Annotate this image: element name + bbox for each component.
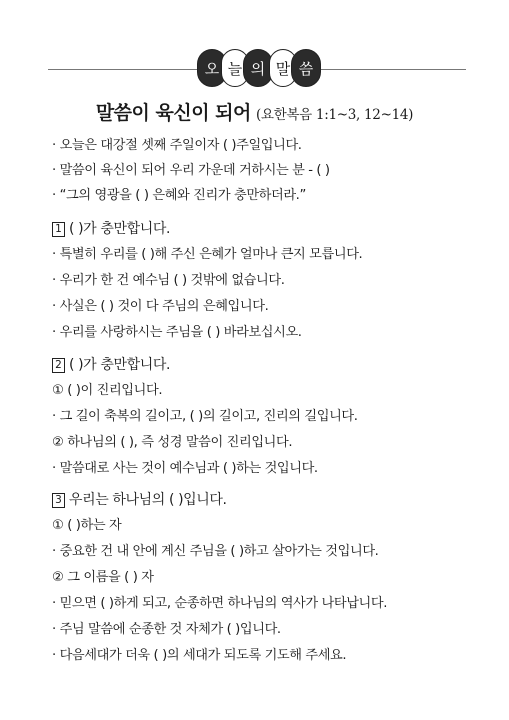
scripture-reference: (요한복음 1:1~3, 12~14) (255, 107, 414, 123)
bullet-line: · 오늘은 대강절 셋째 주일이자 ( )주일입니다. (52, 138, 302, 153)
badge-pill: 늘 (221, 49, 249, 87)
section-heading-3 (52, 491, 227, 509)
section-number-box: 2 (52, 358, 65, 373)
bullet-line: · 다음세대가 더욱 ( )의 세대가 되도록 기도해 주세요. (52, 648, 347, 663)
sub-point-line: ① ( )하는 자 (52, 518, 122, 533)
section-number-box: 3 (52, 493, 65, 508)
sub-point-line: ① ( )이 진리입니다. (52, 383, 163, 398)
section-heading-text: ( )가 충만합니다. (69, 357, 171, 373)
section-heading-2 (52, 356, 170, 374)
section-number-box: 1 (52, 222, 65, 237)
bullet-line: · 특별히 우리를 ( )해 주신 은혜가 얼마나 큰지 모릅니다. (52, 247, 363, 262)
bullet-line: · 우리가 한 건 예수님 ( ) 것밖에 없습니다. (52, 273, 285, 288)
bullet-line: · “그의 영광을 ( ) 은혜와 진리가 충만하더라.” (52, 188, 306, 203)
bullet-line: · 그 길이 축복의 길이고, ( )의 길이고, 진리의 길입니다. (52, 409, 358, 424)
badge-pill: 말 (269, 49, 297, 87)
worksheet-header (0, 0, 509, 100)
bullet-line: · 사실은 ( ) 것이 다 주님의 은혜입니다. (52, 299, 269, 314)
sub-point-line: ② 하나님의 ( ), 즉 성경 말씀이 진리입니다. (52, 435, 293, 450)
badge-pill: 오 (197, 49, 227, 87)
todays-word-badge (197, 49, 323, 89)
section-heading-text: 우리는 하나님의 ( )입니다. (69, 492, 227, 508)
bullet-line: · 믿으면 ( )하게 되고, 순종하면 하나님의 역사가 나타납니다. (52, 596, 387, 611)
bullet-line: · 말씀대로 사는 것이 예수님과 ( )하는 것입니다. (52, 461, 318, 476)
bullet-line: · 주님 말씀에 순종한 것 자체가 ( )입니다. (52, 622, 281, 637)
bullet-line: · 우리를 사랑하시는 주님을 ( ) 바라보십시오. (52, 325, 302, 340)
section-heading-1 (52, 220, 170, 238)
bullet-line: · 말씀이 육신이 되어 우리 가운데 거하시는 분 - ( ) (52, 163, 330, 178)
section-heading-text: ( )가 충만합니다. (69, 221, 171, 237)
sermon-title-main: 말씀이 육신이 되어 (95, 102, 251, 124)
sermon-title (0, 98, 509, 125)
bullet-line: · 중요한 건 내 안에 계신 주님을 ( )하고 살아가는 것입니다. (52, 544, 379, 559)
badge-pill: 의 (243, 49, 273, 87)
sub-point-line: ② 그 이름을 ( ) 자 (52, 570, 154, 585)
badge-pill: 씀 (291, 49, 321, 87)
